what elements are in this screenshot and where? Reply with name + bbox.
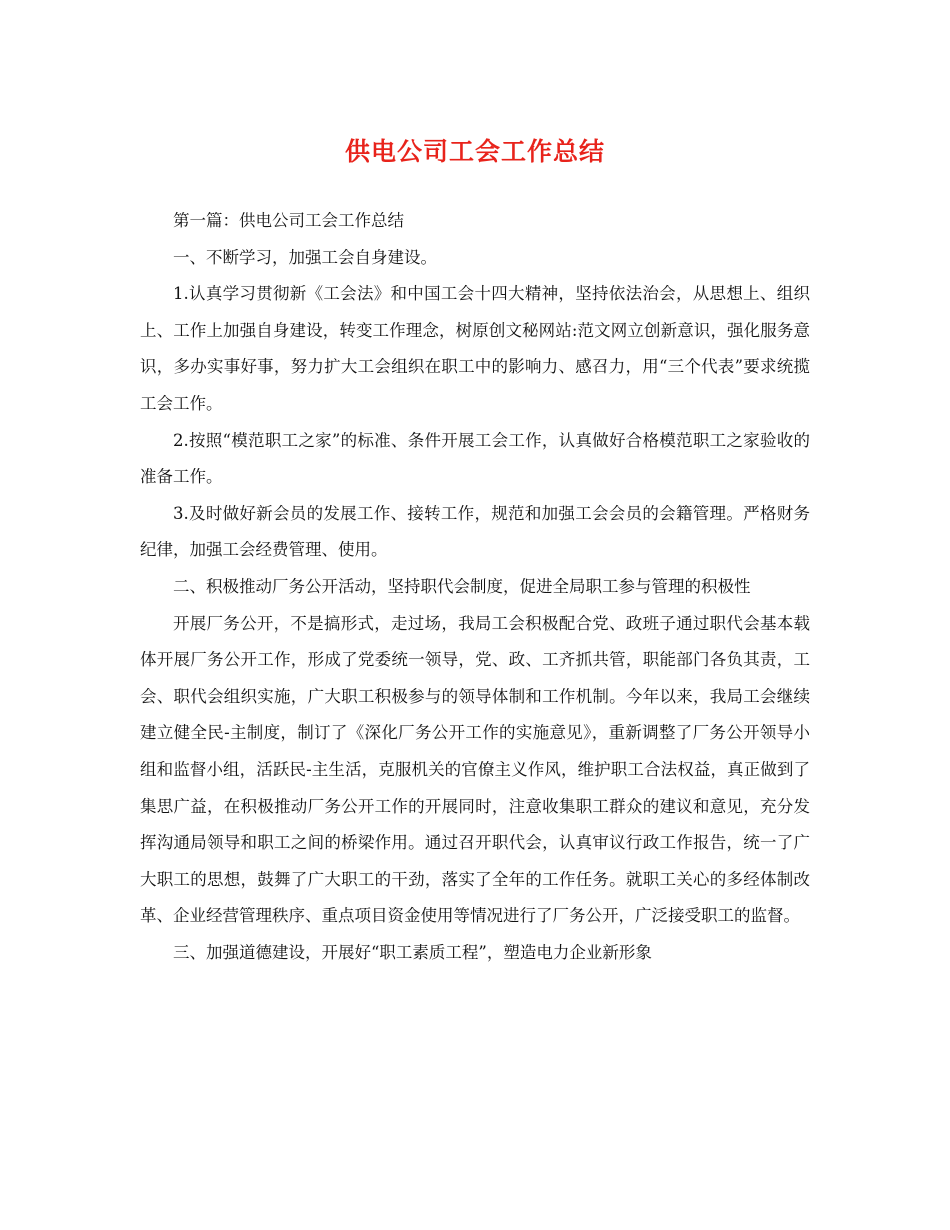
- paragraph-item-1: 1.认真学习贯彻新《工会法》和中国工会十四大精神，坚持依法治会，从思想上、组织上、工作上加强自身建设，转变工作理念，树原创文秘网站:范文网立创新意识，强化服务意识，多办实事好事，努力扩大工会组织在职工中的影响力、感召力，用“三个代表”要求统揽工会工作。: [140, 284, 810, 413]
- paragraph-body: 开展厂务公开，不是搞形式，走过场，我局工会积极配合党、政班子通过职代会基本载体开展厂务公开工作，形成了党委统一领导，党、政、工齐抓共管，职能部门各负其责，工会、职代会组织实施，广大职工积极参与的领导体制和工作机制。今年以来，我局工会继续建立健全民-主制度，制订了《深化厂务公开工作的实施意见》，重新调整了厂务公开领导小组和监督小组，活跃民-主生活，克服机关的官僚主义作风，维护职工合法权益，真正做到了集思广益，在积极推动厂务公开工作的开展同时，注意收集职工群众的建议和意见，充分发挥沟通局领导和职工之间的桥梁作用。通过召开职代会，认真审议行政工作报告，统一了广大职工的思想，鼓舞了广大职工的干劲，落实了全年的工作任务。就职工关心的多经体制改革、企业经营管理秩序、重点项目资金使用等情况进行了厂务公开，广泛接受职工的监督。: [140, 613, 810, 926]
- document-title: 供电公司工会工作总结: [344, 137, 605, 166]
- document-body: [140, 203, 810, 971]
- paragraph-item-2: 2.按照“模范职工之家”的标准、条件开展工会工作，认真做好合格模范职工之家验收的准备工作。: [140, 430, 810, 487]
- paragraph-heading-one: 一、不断学习，加强工会自身建设。: [173, 247, 437, 267]
- paragraph-heading-three: 三、加强道德建设，开展好“职工素质工程”，塑造电力企业新形象: [173, 942, 652, 962]
- paragraph-heading-two: 二、积极推动厂务公开活动，坚持职代会制度，促进全局职工参与管理的积极性: [173, 576, 751, 596]
- paragraph-section-heading: 第一篇：供电公司工会工作总结: [173, 211, 404, 230]
- paragraph-item-3: 3.及时做好新会员的发展工作、接转工作，规范和加强工会会员的会籍管理。严格财务纪律，加强工会经费管理、使用。: [140, 503, 810, 560]
